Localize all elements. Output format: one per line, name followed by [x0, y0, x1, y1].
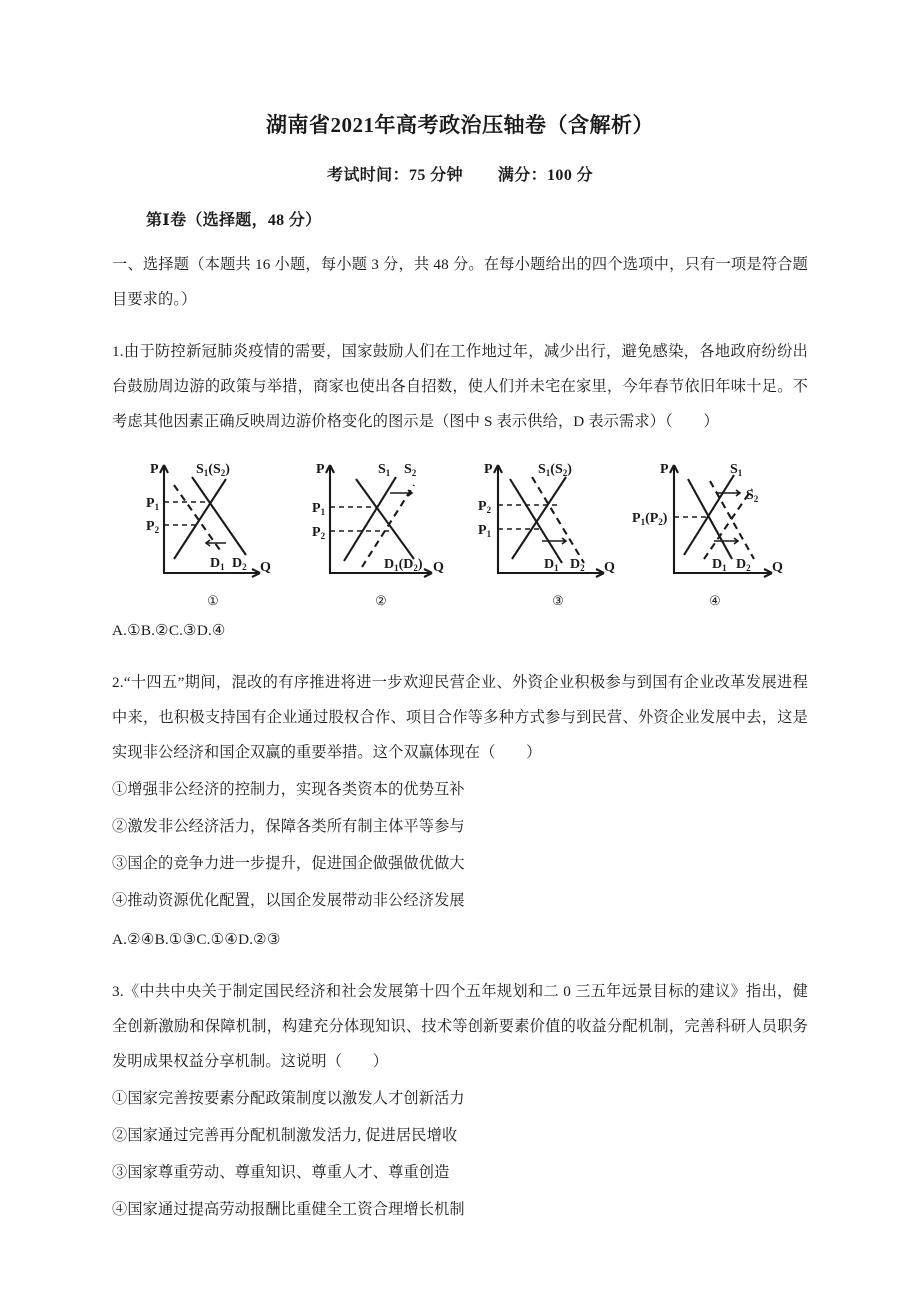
- figure-4-caption: ④: [709, 593, 721, 608]
- section-heading: 第Ⅰ卷（选择题，48 分）: [146, 212, 322, 229]
- figure-2-demand-label: $D_1(D_2)$: [384, 557, 423, 573]
- figure-3-caption: ③: [552, 593, 564, 608]
- question-2: [112, 665, 808, 957]
- question-2-option-4: ④推动资源优化配置，以国企发展带动非公经济发展: [112, 892, 465, 909]
- question-2-answers: A.②④B.①③C.①④D.②③: [112, 931, 281, 948]
- figure-1-price-2-label: $P_2$: [146, 519, 160, 535]
- exam-meta: [112, 162, 808, 185]
- figure-4-price-label: $P_1(P_2)$: [632, 511, 668, 527]
- supply-demand-figure-group: [112, 455, 808, 609]
- figure-2-price-2-label: $P_2$: [312, 525, 326, 541]
- figure-2-y-axis-label: P: [316, 462, 325, 477]
- figure-2-supply-2-label: $S_2$: [404, 462, 417, 478]
- figure-3-demand-2-label: $D_2$: [570, 557, 585, 573]
- question-3-option-4: ④国家通过提高劳动报酬比重健全工资合理增长机制: [112, 1201, 465, 1218]
- question-1-stem: 1.由于防控新冠肺炎疫情的需要，国家鼓励人们在工作地过年，减少出行，避免感染，各地政府纷纷出台鼓励周边游的政策与举措，商家也使出各自招数，使人们并未宅在家里，今年春节依旧年味十足。不考虑其他因素正确反映周边游价格变化的图示是（图中 S 表示供给，D 表示需求）（ ）: [112, 343, 808, 430]
- figure-3: [466, 455, 624, 609]
- figure-3-price-1-label: $P_1$: [478, 523, 492, 539]
- question-1: [112, 334, 808, 648]
- figure-3-y-axis-label: P: [484, 462, 493, 477]
- figure-4-demand-2-label: $D_2$: [736, 557, 751, 573]
- figure-4-demand-1-label: $D_1$: [712, 557, 727, 573]
- figure-1-x-axis-label: Q: [260, 560, 271, 575]
- question-3-option-2: ②国家通过完善再分配机制激发活力, 促进居民增收: [112, 1127, 458, 1144]
- figure-1-y-axis-label: P: [150, 462, 159, 477]
- figure-1-caption: ①: [207, 593, 219, 608]
- figure-3-x-axis-label: Q: [604, 560, 615, 575]
- figure-1-supply-label: $S_1(S_2)$: [196, 462, 230, 478]
- total-score-label: 满分：100 分: [497, 167, 594, 184]
- supply-demand-chart-3: [466, 455, 624, 597]
- question-3-stem: 3.《中共中央关于制定国民经济和社会发展第十四个五年规划和二 0 三五年远景目标的建议》指出，健全创新激励和保障机制，构建充分体现知识、技术等创新要素价值的收益分配机制，完善科研人员职务发明成果权益分享机制。这说明（ ）: [112, 983, 808, 1070]
- figure-3-price-2-label: $P_2$: [478, 499, 492, 515]
- figure-4-y-axis-label: P: [660, 462, 669, 477]
- instruction-paragraph: 一、选择题（本题共 16 小题，每小题 3 分，共 48 分。在每小题给出的四个选项中，只有一项是符合题目要求的。）: [112, 256, 808, 308]
- figure-4-x-axis-label: Q: [772, 560, 783, 575]
- figure-2-caption: ②: [375, 593, 387, 608]
- figure-3-supply-label: $S_1(S_2)$: [538, 462, 572, 478]
- figure-4-supply-2-label: $S_2$: [746, 488, 759, 504]
- figure-4: [632, 455, 790, 609]
- question-2-option-2: ②激发非公经济活力，保障各类所有制主体平等参与: [112, 818, 465, 835]
- supply-demand-chart-2: [300, 455, 458, 597]
- figure-1-demand-2-label: $D_2$: [232, 556, 247, 572]
- question-1-answers: A.①B.②C.③D.④: [112, 622, 226, 639]
- figure-2-supply-1-label: $S_1$: [378, 462, 391, 478]
- page-title: 湖南省2021年高考政治压轴卷（含解析）: [266, 113, 654, 137]
- question-3-option-1: ①国家完善按要素分配政策制度以激发人才创新活力: [112, 1090, 465, 1107]
- question-2-option-3: ③国企的竞争力进一步提升，促进国企做强做优做大: [112, 855, 465, 872]
- exam-time-label: 考试时间：75 分钟: [326, 167, 463, 184]
- figure-2-x-axis-label: Q: [433, 560, 444, 575]
- supply-demand-chart-1: [134, 455, 292, 597]
- question-2-stem: 2.“十四五”期间，混改的有序推进将进一步欢迎民营企业、外资企业积极参与到国有企业改革发展进程中来，也积极支持国有企业通过股权合作、项目合作等多种方式参与到民营、外资企业发展中去，这是实现非公经济和国企双赢的重要举措。这个双赢体现在（ ）: [112, 674, 808, 761]
- figure-2-price-1-label: $P_1$: [312, 501, 326, 517]
- question-3-option-3: ③国家尊重劳动、尊重知识、尊重人才、尊重创造: [112, 1164, 450, 1181]
- figure-4-supply-1-label: $S_1$: [730, 462, 743, 478]
- supply-demand-chart-4: [632, 455, 790, 597]
- figure-3-demand-1-label: $D_1$: [544, 557, 559, 573]
- figure-1-demand-1-label: $D_1$: [210, 556, 225, 572]
- figure-1-price-1-label: $P_1$: [146, 496, 160, 512]
- figure-1: [134, 455, 292, 609]
- figure-2: [300, 455, 458, 609]
- question-2-option-1: ①增强非公经济的控制力，实现各类资本的优势互补: [112, 781, 465, 798]
- question-3: [112, 974, 808, 1227]
